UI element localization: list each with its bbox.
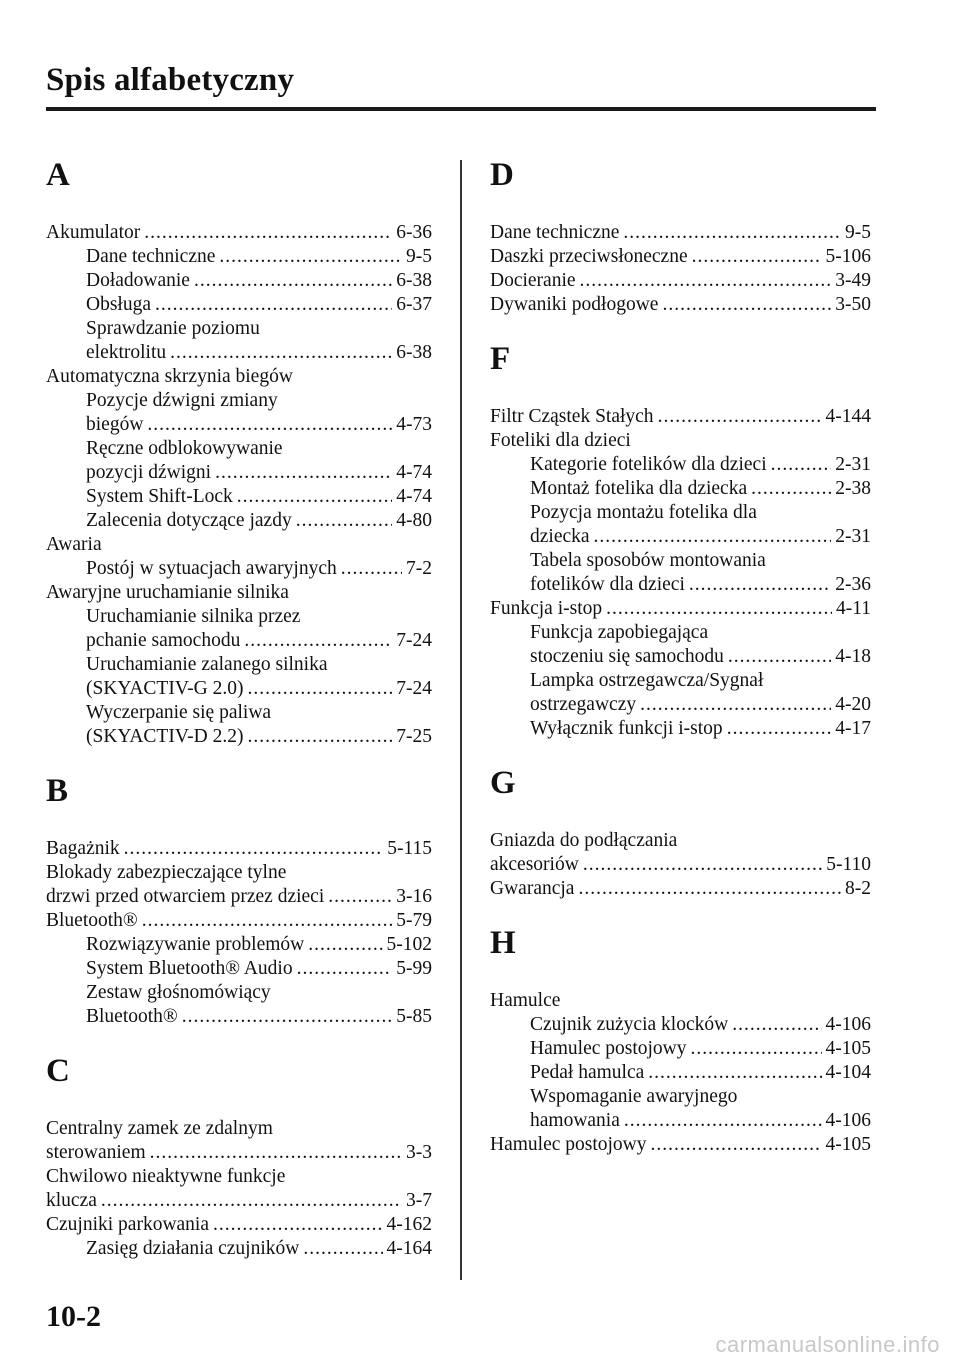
page-ref: 4-74	[396, 486, 432, 507]
index-entry	[490, 877, 871, 901]
index-entry	[490, 429, 871, 453]
entry-text: (SKYACTIV-D 2.2)	[86, 726, 244, 747]
dot-leader	[662, 293, 831, 317]
dot-leader	[297, 957, 393, 981]
dot-leader	[732, 1013, 821, 1037]
index-subentry	[490, 525, 871, 549]
entry-text: Wyłącznik funkcji i-stop	[530, 718, 723, 739]
index-entry	[46, 885, 432, 909]
dot-leader	[640, 693, 831, 717]
entry-text: Sprawdzanie poziomu	[86, 318, 260, 339]
page-ref: 5-99	[396, 958, 432, 979]
entry-text: Uruchamianie silnika przez	[86, 606, 301, 627]
index-subentry	[46, 653, 432, 677]
index-subentry	[46, 485, 432, 509]
dot-leader	[328, 885, 392, 909]
entry-text: Uruchamianie zalanego silnika	[86, 654, 328, 675]
page-ref: 4-164	[386, 1238, 432, 1259]
column-divider	[460, 160, 462, 1280]
entry-text: ostrzegawczy	[530, 694, 637, 715]
index-subentry	[46, 509, 432, 533]
index-subentry	[46, 725, 432, 749]
page-ref: 2-38	[835, 478, 871, 499]
index-subentry	[46, 293, 432, 317]
entry-text: Hamulec postojowy	[530, 1038, 687, 1059]
entry-text: sterowaniem	[46, 1142, 146, 1163]
page-ref: 3-49	[835, 270, 871, 291]
section-letter: C	[46, 1053, 70, 1089]
index-entry	[490, 1133, 871, 1157]
page-ref: 7-25	[396, 726, 432, 747]
dot-leader	[751, 477, 831, 501]
page-ref: 6-38	[396, 342, 432, 363]
entry-text: Postój w sytuacjach awaryjnych	[86, 558, 337, 579]
index-subentry	[46, 933, 432, 957]
dot-leader	[583, 853, 822, 877]
dot-leader	[692, 245, 822, 269]
index-entry	[46, 365, 432, 389]
entry-text: Daszki przeciwsłoneczne	[490, 246, 688, 267]
section-letter: D	[490, 157, 514, 193]
index-subentry	[46, 981, 432, 1005]
index-subentry	[490, 669, 871, 693]
page-ref: 4-162	[386, 1214, 432, 1235]
entry-text: Bluetooth®	[46, 910, 138, 931]
page-ref: 2-31	[835, 454, 871, 475]
index-subentry	[490, 1013, 871, 1037]
dot-leader	[124, 837, 384, 861]
entry-text: dziecka	[530, 526, 590, 547]
entry-text: Zalecenia dotyczące jazdy	[86, 510, 292, 531]
entry-text: Gwarancja	[490, 878, 575, 899]
dot-leader	[101, 1189, 402, 1213]
dot-leader	[623, 221, 841, 245]
entry-text: Rozwiązywanie problemów	[86, 934, 305, 955]
index-column-right	[490, 155, 871, 1157]
page-ref: 3-7	[406, 1190, 432, 1211]
index-subentry	[46, 269, 432, 293]
entry-text: pozycji dźwigni	[86, 462, 212, 483]
index-subentry	[46, 677, 432, 701]
index-subentry	[46, 957, 432, 981]
page-ref: 4-105	[825, 1134, 871, 1155]
page-ref: 4-11	[835, 598, 871, 619]
dot-leader	[170, 341, 392, 365]
section-letter: A	[46, 157, 70, 193]
index-entry	[46, 1141, 432, 1165]
index-subentry	[490, 1061, 871, 1085]
index-entry	[46, 581, 432, 605]
entry-text: Funkcja zapobiegająca	[530, 622, 709, 643]
index-subentry	[46, 605, 432, 629]
entry-text: Docieranie	[490, 270, 576, 291]
dot-leader	[771, 453, 832, 477]
entry-text: Zestaw głośnomówiący	[86, 982, 271, 1003]
entry-text: Centralny zamek ze zdalnym	[46, 1118, 273, 1139]
entry-text: Wspomaganie awaryjnego	[530, 1086, 738, 1107]
page-ref: 5-115	[387, 838, 432, 859]
index-subentry	[490, 645, 871, 669]
entry-text: biegów	[86, 414, 144, 435]
page-ref: 5-102	[386, 934, 432, 955]
index-subentry	[46, 557, 432, 581]
page-ref: 2-31	[835, 526, 871, 547]
entry-text: Awaria	[46, 534, 102, 555]
index-entry	[490, 269, 871, 293]
index-entry	[490, 405, 871, 429]
index-section	[490, 155, 871, 317]
dot-leader	[247, 725, 392, 749]
index-entry	[490, 829, 871, 853]
entry-text: Automatyczna skrzynia biegów	[46, 366, 293, 387]
dot-leader	[213, 1213, 383, 1237]
dot-leader	[142, 909, 393, 933]
page-ref: 4-74	[396, 462, 432, 483]
entry-text: elektrolitu	[86, 342, 167, 363]
index-subentry	[46, 461, 432, 485]
dot-leader	[194, 269, 392, 293]
index-entry	[46, 1213, 432, 1237]
index-section	[490, 339, 871, 741]
dot-leader	[606, 597, 832, 621]
page-ref: 4-105	[825, 1038, 871, 1059]
index-entry	[490, 853, 871, 877]
entry-text: Foteliki dla dzieci	[490, 430, 631, 451]
page-title: Spis alfabetyczny	[46, 62, 295, 98]
entry-text: Zasięg działania czujników	[86, 1238, 300, 1259]
index-subentry	[490, 621, 871, 645]
entry-text: Bagażnik	[46, 838, 120, 859]
entry-text: Czujnik zużycia klocków	[530, 1014, 729, 1035]
dot-leader	[580, 269, 832, 293]
entry-text: (SKYACTIV-G 2.0)	[86, 678, 244, 699]
index-entry	[46, 221, 432, 245]
entry-text: Doładowanie	[86, 270, 190, 291]
page-ref: 7-24	[396, 678, 432, 699]
page-ref: 5-85	[396, 1006, 432, 1027]
index-subentry	[490, 717, 871, 741]
entry-text: Wyczerpanie się paliwa	[86, 702, 272, 723]
dot-leader	[691, 1037, 822, 1061]
index-entry	[46, 1189, 432, 1213]
dot-leader	[648, 1061, 821, 1085]
dot-leader	[219, 245, 402, 269]
page-ref: 4-144	[825, 406, 871, 427]
page-ref: 3-3	[406, 1142, 432, 1163]
dot-leader	[578, 877, 841, 901]
entry-text: Hamulec postojowy	[490, 1134, 647, 1155]
index-subentry	[46, 389, 432, 413]
index-section	[46, 1051, 432, 1261]
section-letter: G	[490, 765, 516, 801]
entry-text: Montaż fotelika dla dziecka	[530, 478, 748, 499]
index-entry	[490, 293, 871, 317]
page-ref: 6-38	[396, 270, 432, 291]
dot-leader	[689, 573, 831, 597]
page-ref: 5-106	[825, 246, 871, 267]
page-ref: 7-2	[406, 558, 432, 579]
dot-leader	[237, 485, 392, 509]
index-section	[46, 155, 432, 749]
index-column-left	[46, 155, 432, 1261]
index-section	[46, 771, 432, 1029]
entry-text: fotelików dla dzieci	[530, 574, 685, 595]
index-subentry	[490, 693, 871, 717]
index-subentry	[46, 1237, 432, 1261]
entry-text: Dywaniki podłogowe	[490, 294, 659, 315]
page-ref: 4-104	[825, 1062, 871, 1083]
index-subentry	[46, 437, 432, 461]
entry-text: System Shift-Lock	[86, 486, 233, 507]
entry-text: Kategorie fotelików dla dzieci	[530, 454, 767, 475]
page-ref: 4-80	[396, 510, 432, 531]
dot-leader	[247, 677, 392, 701]
entry-text: System Bluetooth® Audio	[86, 958, 293, 979]
entry-text: Pozycja montażu fotelika dla	[530, 502, 757, 523]
dot-leader	[727, 717, 832, 741]
section-letter: H	[490, 925, 516, 961]
entry-text: klucza	[46, 1190, 97, 1211]
index-subentry	[46, 317, 432, 341]
dot-leader	[296, 509, 393, 533]
index-subentry	[46, 341, 432, 365]
index-subentry	[490, 1109, 871, 1133]
entry-text: Funkcja i-stop	[490, 598, 603, 619]
dot-leader	[147, 413, 392, 437]
index-subentry	[490, 477, 871, 501]
entry-text: Gniazda do podłączania	[490, 830, 678, 851]
section-letter: F	[490, 341, 511, 377]
index-entry	[490, 597, 871, 621]
page-ref: 5-79	[396, 910, 432, 931]
dot-leader	[594, 525, 832, 549]
dot-leader	[308, 933, 382, 957]
index-subentry	[46, 701, 432, 725]
index-entry	[490, 245, 871, 269]
entry-text: Blokady zabezpieczające tylne	[46, 862, 287, 883]
entry-text: drzwi przed otwarciem przez dzieci	[46, 886, 325, 907]
index-subentry	[46, 413, 432, 437]
entry-text: Bluetooth®	[86, 1006, 178, 1027]
page-ref: 5-110	[826, 854, 871, 875]
entry-text: Obsługa	[86, 294, 151, 315]
entry-text: Tabela sposobów montowania	[530, 550, 766, 571]
index-subentry	[490, 549, 871, 573]
page-ref: 8-2	[845, 878, 871, 899]
entry-text: Akumulator	[46, 222, 141, 243]
index-entry	[46, 861, 432, 885]
dot-leader	[624, 1109, 822, 1133]
entry-text: Dane techniczne	[490, 222, 620, 243]
dot-leader	[182, 1005, 393, 1029]
index-subentry	[46, 245, 432, 269]
entry-text: Dane techniczne	[86, 246, 216, 267]
entry-text: stoczeniu się samochodu	[530, 646, 724, 667]
index-entry	[46, 837, 432, 861]
index-subentry	[490, 453, 871, 477]
page-ref: 4-17	[835, 718, 871, 739]
index-entry	[46, 1117, 432, 1141]
dot-leader	[728, 645, 831, 669]
dot-leader	[341, 557, 402, 581]
page-ref: 3-16	[396, 886, 432, 907]
dot-leader	[303, 1237, 382, 1261]
index-entry	[46, 909, 432, 933]
index-subentry	[46, 629, 432, 653]
page-ref: 9-5	[406, 246, 432, 267]
page-ref: 2-36	[835, 574, 871, 595]
page-ref: 4-18	[835, 646, 871, 667]
page-ref: 7-24	[396, 630, 432, 651]
entry-text: Pedał hamulca	[530, 1062, 645, 1083]
index-subentry	[46, 1005, 432, 1029]
section-letter: B	[46, 773, 69, 809]
page-ref: 4-106	[825, 1110, 871, 1131]
index-entry	[490, 989, 871, 1013]
entry-text: Czujniki parkowania	[46, 1214, 209, 1235]
page-ref: 6-37	[396, 294, 432, 315]
dot-leader	[658, 405, 822, 429]
index-section	[490, 763, 871, 901]
page-ref: 6-36	[396, 222, 432, 243]
index-subentry	[490, 501, 871, 525]
dot-leader	[651, 1133, 822, 1157]
entry-text: Lampka ostrzegawcza/Sygnał	[530, 670, 764, 691]
entry-text: Ręczne odblokowywanie	[86, 438, 283, 459]
entry-text: Pozycje dźwigni zmiany	[86, 390, 278, 411]
header-rule	[46, 107, 876, 111]
dot-leader	[215, 461, 392, 485]
entry-text: Filtr Cząstek Stałych	[490, 406, 654, 427]
entry-text: Hamulce	[490, 990, 561, 1011]
entry-text: pchanie samochodu	[86, 630, 241, 651]
index-subentry	[490, 1085, 871, 1109]
entry-text: hamowania	[530, 1110, 620, 1131]
index-subentry	[490, 1037, 871, 1061]
page-number: 10-2	[46, 1300, 101, 1333]
page-ref: 4-106	[825, 1014, 871, 1035]
page-ref: 4-73	[396, 414, 432, 435]
dot-leader	[244, 629, 392, 653]
page-ref: 4-20	[835, 694, 871, 715]
watermark: carmanualsonline.info	[715, 1332, 940, 1357]
index-entry	[46, 533, 432, 557]
index-subentry	[490, 573, 871, 597]
dot-leader	[144, 221, 392, 245]
dot-leader	[155, 293, 392, 317]
index-section	[490, 923, 871, 1157]
page-ref: 9-5	[845, 222, 871, 243]
index-entry	[490, 221, 871, 245]
dot-leader	[150, 1141, 402, 1165]
entry-text: Awaryjne uruchamianie silnika	[46, 582, 289, 603]
entry-text: Chwilowo nieaktywne funkcje	[46, 1166, 286, 1187]
entry-text: akcesoriów	[490, 854, 579, 875]
index-entry	[46, 1165, 432, 1189]
page-ref: 3-50	[835, 294, 871, 315]
